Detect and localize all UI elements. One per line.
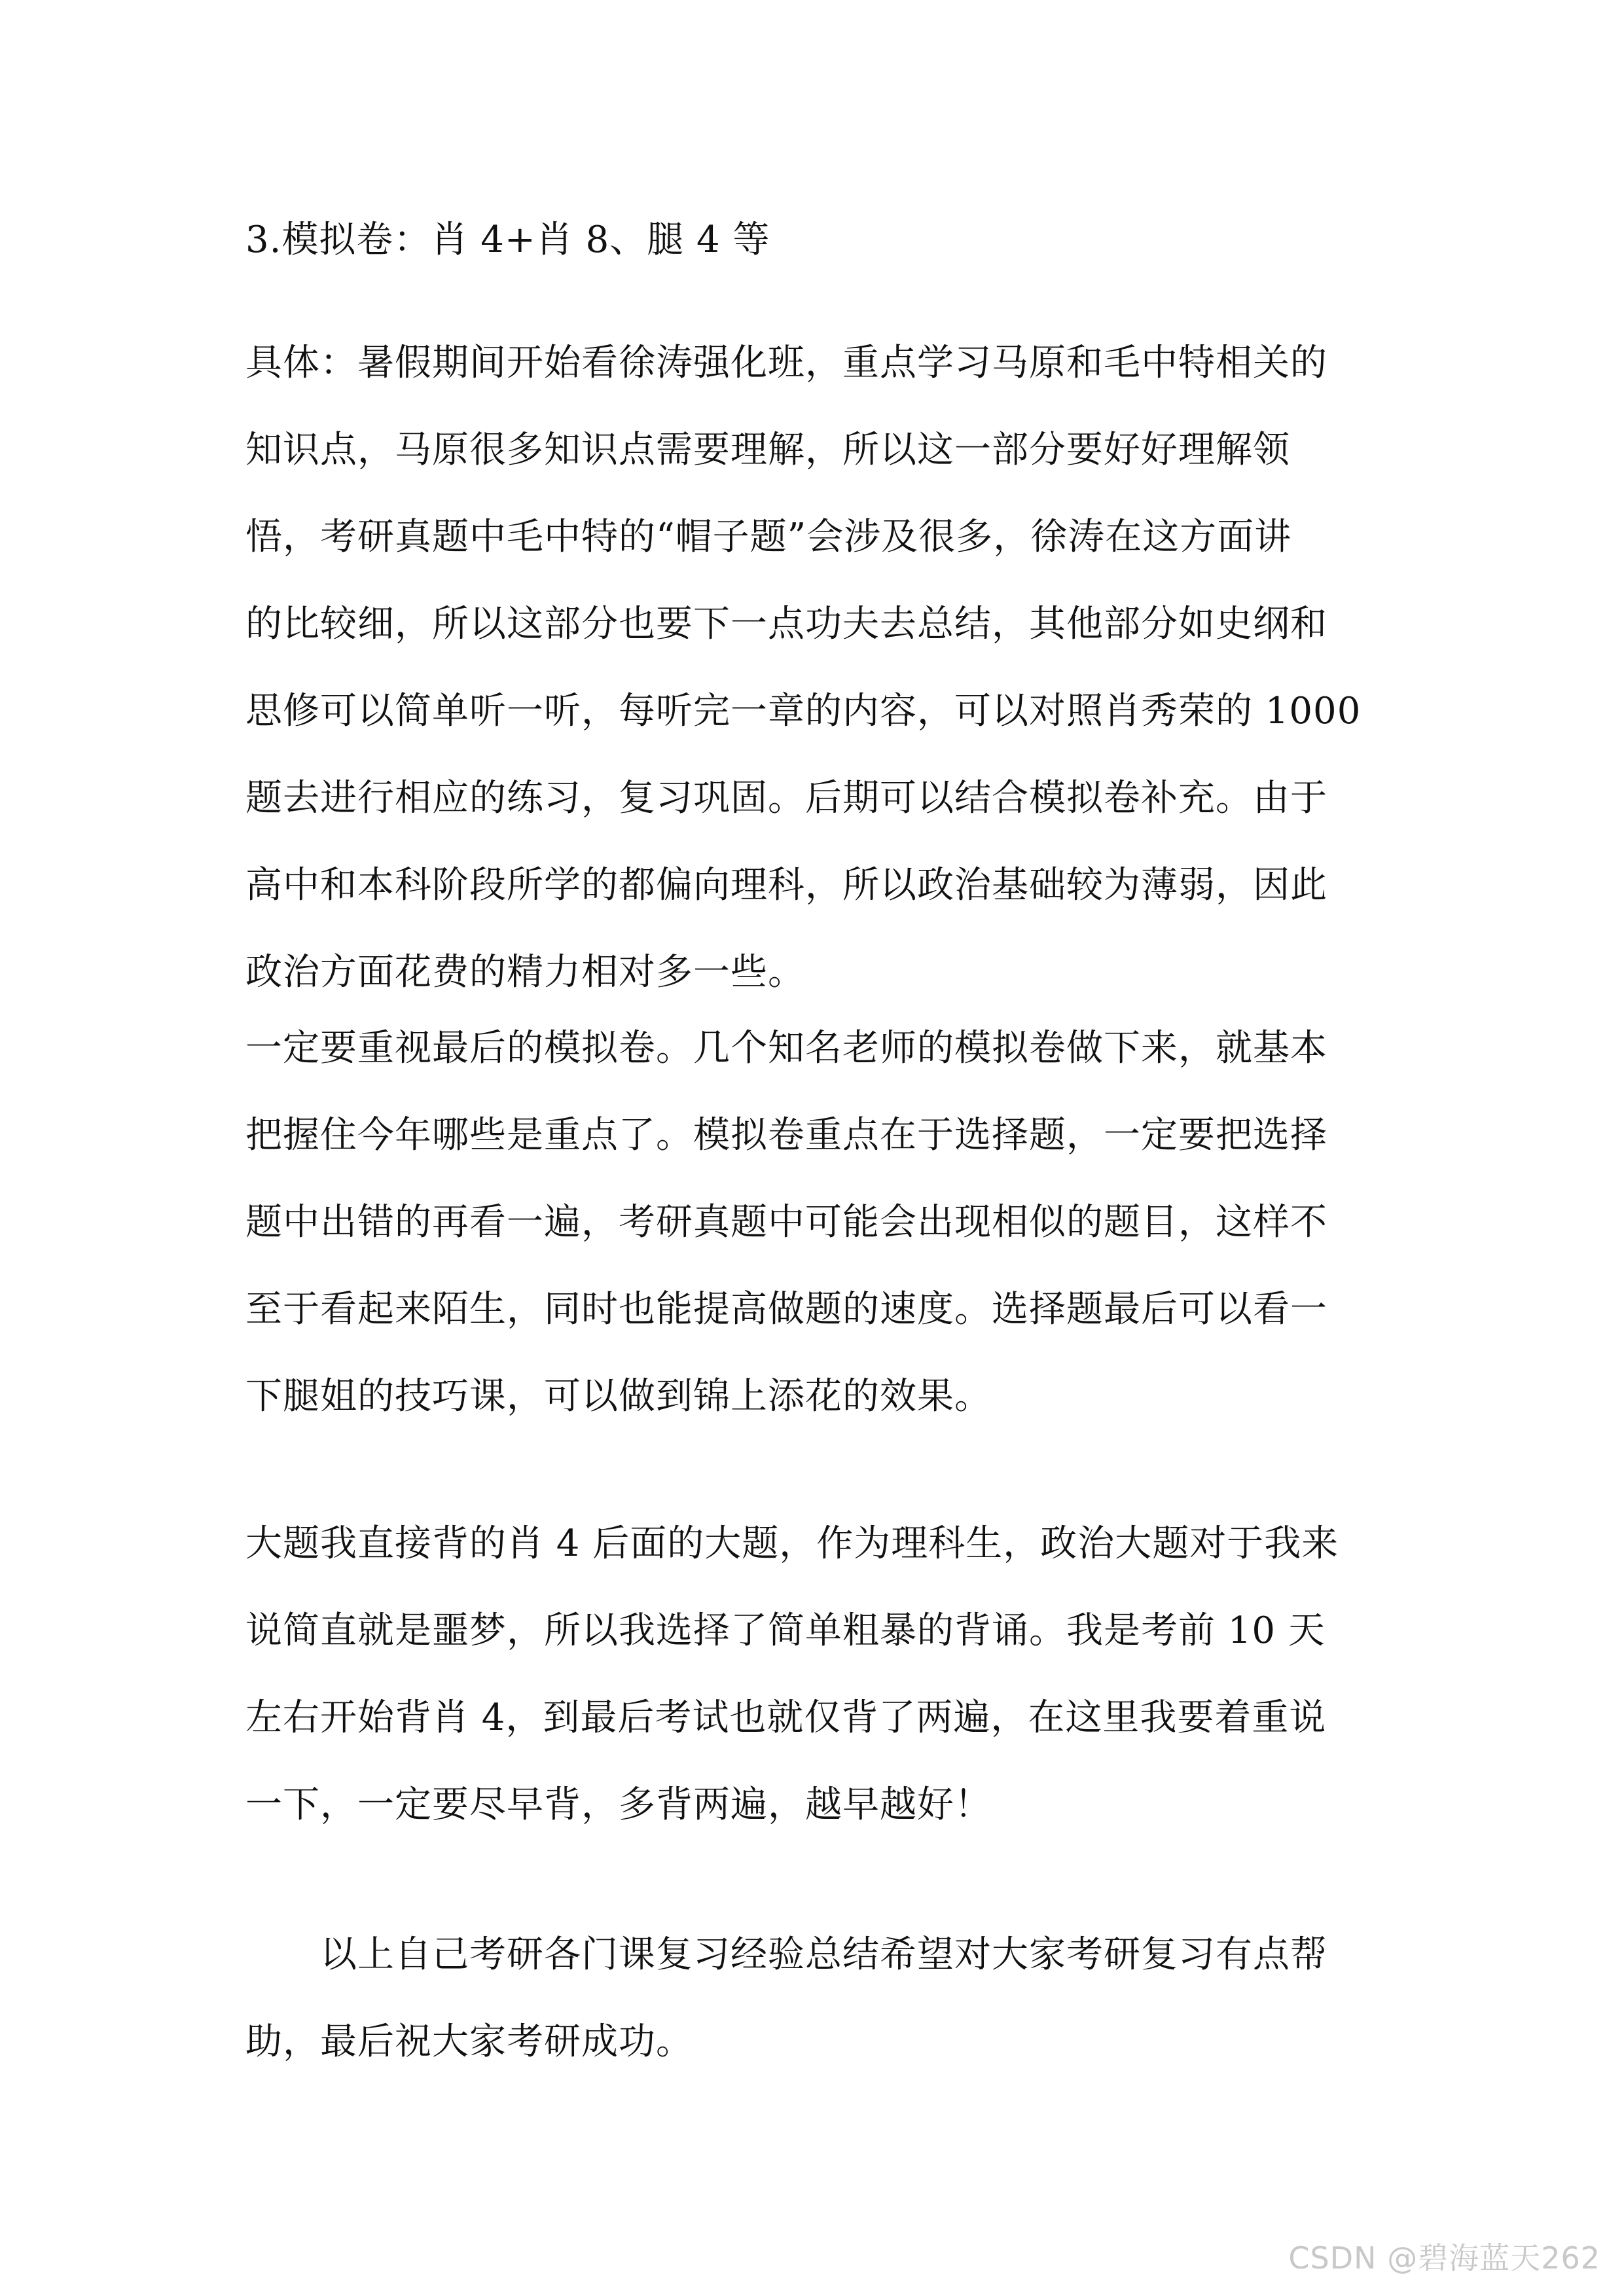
- paragraph-line: 的比较细，所以这部分也要下一点功夫去总结，其他部分如史纲和: [245, 603, 1327, 645]
- csdn-watermark: CSDN @碧海蓝天262: [1288, 2240, 1600, 2276]
- paragraph-line: 大题我直接背的肖 4 后面的大题，作为理科生，政治大题对于我来: [245, 1522, 1339, 1565]
- paragraph-conclusion: [245, 1911, 1358, 2085]
- paragraph-line: 下腿姐的技巧课，可以做到锦上添花的效果。: [245, 1375, 992, 1418]
- paragraph-line: 说简直就是噩梦，所以我选择了简单粗暴的背诵。我是考前 10 天: [245, 1609, 1326, 1652]
- paragraph-line: 思修可以简单听一听，每听完一章的内容，可以对照肖秀荣的 1000: [245, 690, 1362, 732]
- paragraph-line: 政治方面花费的精力相对多一些。: [245, 951, 805, 994]
- paragraph-line: 具体：暑假期间开始看徐涛强化班，重点学习马原和毛中特相关的: [245, 342, 1327, 384]
- paragraph-line: 一下，一定要尽早背，多背两遍，越早越好！: [245, 1784, 992, 1826]
- paragraph-line: 高中和本科阶段所学的都偏向理科，所以政治基础较为薄弱，因此: [245, 864, 1327, 906]
- paragraph-line: 左右开始背肖 4，到最后考试也就仅背了两遍，在这里我要着重说: [245, 1696, 1327, 1739]
- paragraph-mock-exams: [245, 1005, 1358, 1440]
- paragraph-line: 把握住今年哪些是重点了。模拟卷重点在于选择题，一定要把选择: [245, 1114, 1327, 1157]
- paragraph-line: 至于看起来陌生，同时也能提高做题的速度。选择题最后可以看一: [245, 1288, 1327, 1331]
- paragraph-line: 题去进行相应的练习，复习巩固。后期可以结合模拟卷补充。由于: [245, 777, 1327, 819]
- paragraph-line: 知识点，马原很多知识点需要理解，所以这一部分要好好理解领: [245, 429, 1290, 471]
- paragraph-line: 一定要重视最后的模拟卷。几个知名老师的模拟卷做下来，就基本: [245, 1027, 1327, 1069]
- heading-text: 3.模拟卷：肖 4+肖 8、腿 4 等: [245, 219, 770, 261]
- paragraph-line: 助，最后祝大家考研成功。: [245, 2020, 693, 2063]
- section-heading: [245, 196, 1358, 283]
- paragraph-essay-questions: [245, 1500, 1358, 1848]
- paragraph-politics-study: [245, 319, 1362, 1016]
- paragraph-line: 题中出错的再看一遍，考研真题中可能会出现相似的题目，这样不: [245, 1201, 1327, 1244]
- paragraph-line: 以上自己考研各门课复习经验总结希望对大家考研复习有点帮: [320, 1933, 1327, 1976]
- paragraph-line: 悟，考研真题中毛中特的“帽子题”会涉及很多，徐涛在这方面讲: [245, 516, 1292, 558]
